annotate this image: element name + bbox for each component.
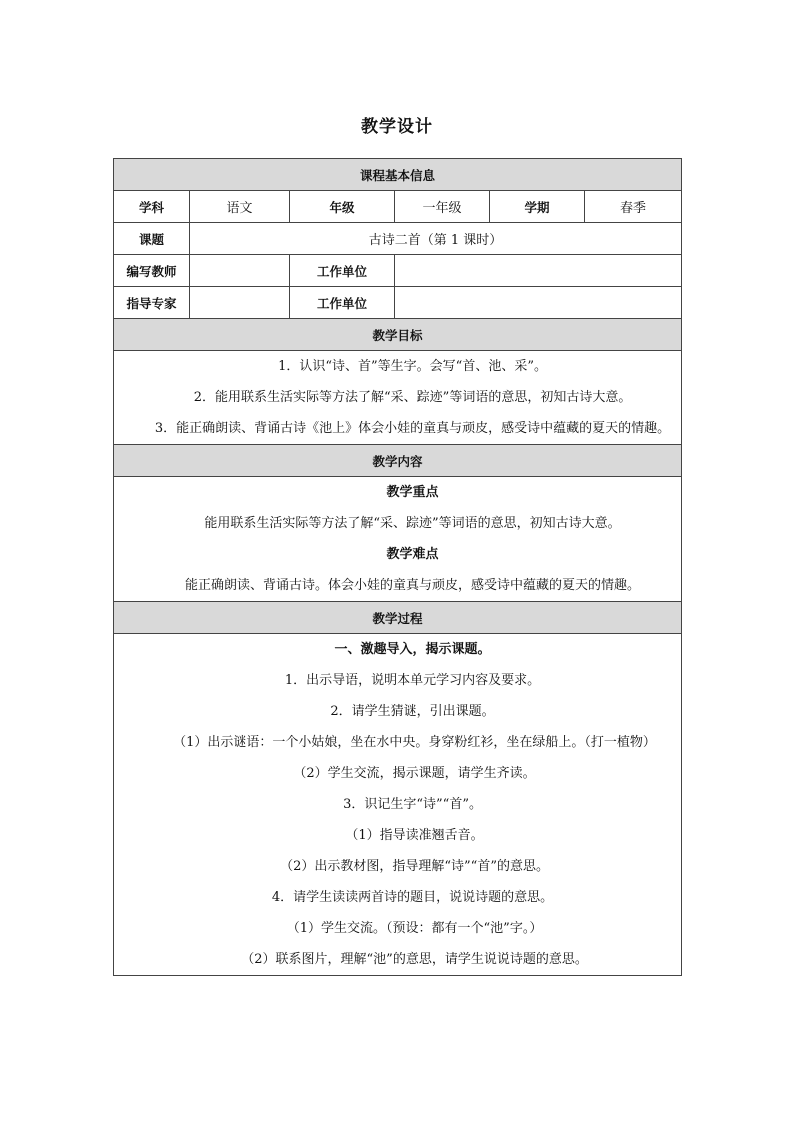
term-label: 学期 [490, 191, 585, 223]
section-header-content: 教学内容 [114, 445, 682, 477]
table-row [114, 191, 682, 223]
topic-value: 古诗二首（第 1 课时） [190, 223, 682, 255]
work-unit-label: 工作单位 [290, 255, 395, 287]
grade-value: 一年级 [395, 191, 490, 223]
topic-label: 课题 [114, 223, 190, 255]
section-header-process: 教学过程 [114, 602, 682, 634]
content-cell [114, 477, 682, 602]
table-row [114, 634, 682, 976]
expert-value [190, 287, 290, 319]
table-row [114, 223, 682, 255]
process-line: （1）出示谜语：一个小姑娘，坐在水中央。身穿粉红衫，坐在绿船上。（打一植物） [173, 735, 656, 750]
section-header-basic-info: 课程基本信息 [114, 159, 682, 191]
section-header-row [114, 159, 682, 191]
grade-label: 年级 [290, 191, 395, 223]
subject-label: 学科 [114, 191, 190, 223]
expert-label: 指导专家 [114, 287, 190, 319]
teacher-label: 编写教师 [114, 255, 190, 287]
process-cell [114, 634, 682, 976]
process-line: 3．识记生字“诗”“首”。 [343, 797, 482, 812]
table-row [114, 351, 682, 445]
key-point-label: 教学重点 [386, 485, 439, 500]
objectives-cell [114, 351, 682, 445]
objective-item: 1．认识“诗、首”等生字。会写“首、池、采”。 [278, 359, 547, 374]
section-header-objectives: 教学目标 [114, 319, 682, 351]
subject-value: 语文 [190, 191, 290, 223]
process-line: 1．出示导语，说明本单元学习内容及要求。 [284, 673, 541, 688]
process-line: （1）学生交流。（预设：都有一个“池”字。） [286, 921, 543, 936]
lesson-plan-table [113, 158, 682, 976]
table-row [114, 287, 682, 319]
objective-item: 2．能用联系生活实际等方法了解“采、踪迹”等词语的意思，初知古诗大意。 [193, 390, 632, 405]
term-value: 春季 [585, 191, 682, 223]
process-heading: 一、激趣导入，揭示课题。 [334, 642, 491, 657]
table-row [114, 255, 682, 287]
work-unit-value [395, 287, 682, 319]
process-line: （2）出示教材图，指导理解“诗”“首”的意思。 [280, 859, 549, 874]
process-line: （2）联系图片，理解“池”的意思，请学生说说诗题的意思。 [241, 952, 588, 967]
process-line: 2．请学生猜谜，引出课题。 [330, 704, 495, 719]
process-line: （2）学生交流，揭示课题，请学生齐读。 [293, 766, 536, 781]
process-line: （1）指导读准翘舌音。 [345, 828, 484, 843]
document-title: 教学设计 [361, 117, 433, 137]
teacher-value [190, 255, 290, 287]
work-unit-label: 工作单位 [290, 287, 395, 319]
table-row [114, 477, 682, 602]
section-header-row [114, 445, 682, 477]
objective-item: 3．能正确朗读、背诵古诗《池上》体会小娃的童真与顽皮，感受诗中蕴藏的夏天的情趣。 [154, 421, 671, 436]
work-unit-value [395, 255, 682, 287]
process-line: 4．请学生读读两首诗的题目，说说诗题的意思。 [271, 890, 554, 905]
section-header-row [114, 319, 682, 351]
difficulty-text: 能正确朗读、背诵古诗。体会小娃的童真与顽皮，感受诗中蕴藏的夏天的情趣。 [185, 578, 641, 593]
difficulty-label: 教学难点 [386, 547, 439, 562]
section-header-row [114, 602, 682, 634]
key-point-text: 能用联系生活实际等方法了解“采、踪迹”等词语的意思，初知古诗大意。 [204, 516, 621, 531]
